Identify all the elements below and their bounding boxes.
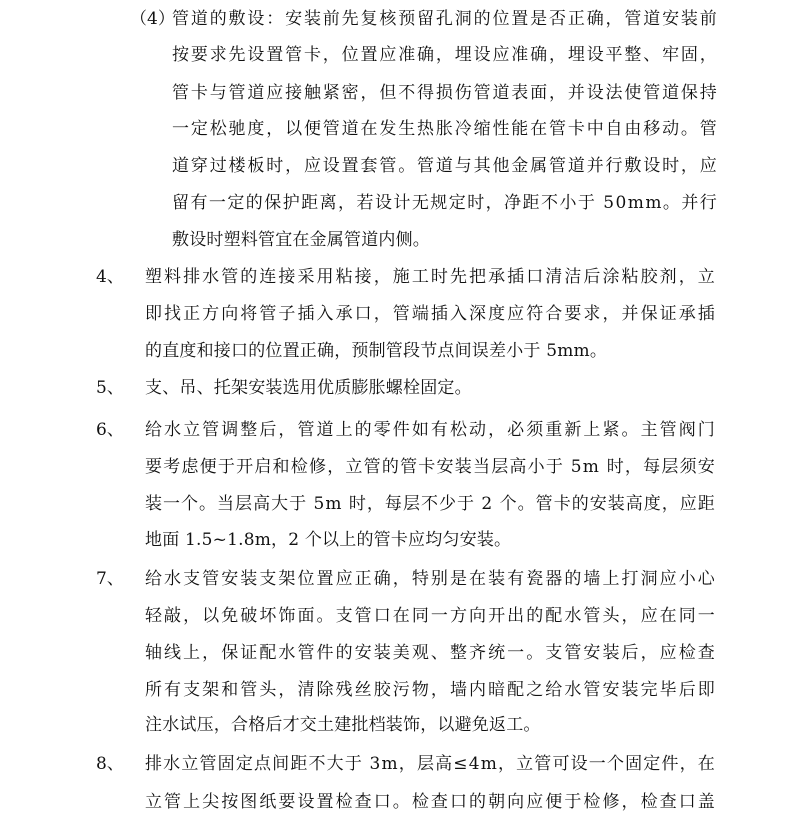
item-6-number: 6、 (96, 420, 124, 440)
sub-item-4-line: 管卡与管道应接触紧密，但不得损伤管道表面，并设法使管道保持 (172, 83, 719, 103)
item-6-line: 要考虑便于开启和检修，立管的管卡安装当层高小于 5m 时，每层须安 (145, 457, 717, 477)
item-7-line: 注水试压，合格后才交土建批档装饰，以避免返工。 (145, 715, 541, 735)
sub-item-4-line: 按要求先设置管卡，位置应准确，埋设应准确，埋设平整、牢固， (172, 45, 719, 65)
item-6-line: 地面 1.5~1.8m，2 个以上的管卡应均匀安装。 (145, 530, 512, 550)
sub-item-4-line: 一定松驰度，以便管道在发生热胀冷缩性能在管卡中自由移动。管 (172, 119, 719, 139)
item-6-line: 装一个。当层高大于 5m 时，每层不少于 2 个。管卡的安装高度，应距 (145, 494, 716, 514)
item-4-number: 4、 (96, 267, 124, 287)
item-7-line: 轴线上，保证配水管件的安装美观、整齐统一。支管安装后，应检查 (145, 643, 717, 663)
sub-item-4-label: （4） (130, 9, 175, 29)
sub-item-4-line: 留有一定的保护距离，若设计无规定时，净距不小于 50mm。并行 (172, 193, 719, 213)
item-4-line: 的直度和接口的位置正确，预制管段节点间误差小于 5mm。 (145, 341, 608, 361)
item-7-line: 所有支架和管头，清除残丝胶污物，墙内暗配之给水管安装完毕后即 (145, 680, 717, 700)
sub-item-4-line: 道穿过楼板时，应设置套管。管道与其他金属管道并行敷设时，应 (172, 156, 719, 176)
item-8-line: 立管上尖按图纸要设置检查口。检查口的朝向应便于检修，检查口盖 (145, 792, 717, 812)
item-5-number: 5、 (96, 378, 124, 398)
item-8-number: 8、 (96, 754, 124, 774)
item-7-line: 轻敲，以免破坏饰面。支管口在同一方向开出的配水管头，应在同一 (145, 606, 717, 626)
item-4-line: 即找正方向将管子插入承口，管端插入深度应符合要求，并保证承插 (145, 304, 717, 324)
item-8-line: 排水立管固定点间距不大于 3m，层高≤4m，立管可设一个固定件，在 (145, 754, 716, 774)
sub-item-4-line: 管道的敷设：安装前先复核预留孔洞的位置是否正确，管道安装前 (172, 9, 719, 29)
item-5-line: 支、吊、托架安装选用优质膨胀螺栓固定。 (145, 378, 472, 398)
item-7-number: 7、 (96, 569, 124, 589)
item-4-line: 塑料排水管的连接采用粘接，施工时先把承插口清洁后涂粘胶剂，立 (145, 267, 717, 287)
item-7-line: 给水支管安装支架位置应正确，特别是在装有瓷器的墙上打洞应小心 (145, 569, 717, 589)
item-6-line: 给水立管调整后，管道上的零件如有松动，必须重新上紧。主管阀门 (145, 420, 717, 440)
sub-item-4-line: 敷设时塑料管宜在金属管道内侧。 (172, 230, 430, 250)
